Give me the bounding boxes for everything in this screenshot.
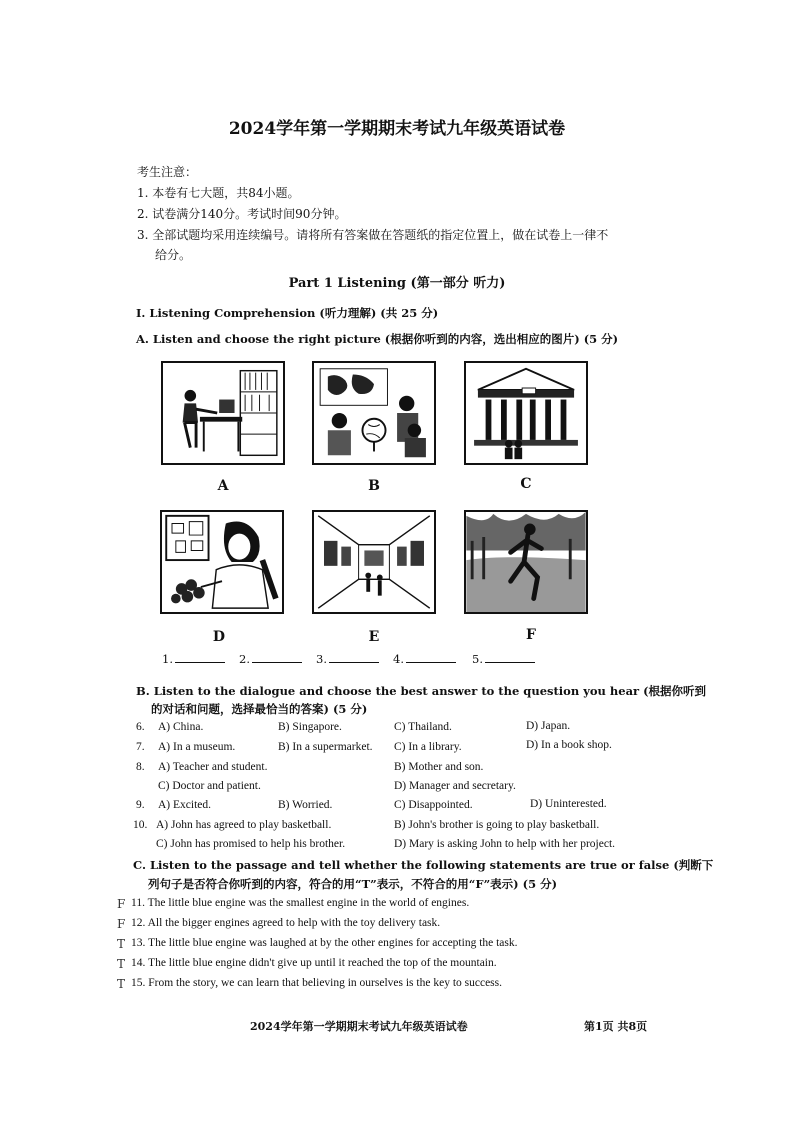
handwritten-mark: T xyxy=(117,957,126,971)
picture-C xyxy=(464,361,588,465)
answer-blank-3[interactable] xyxy=(316,652,379,666)
picture-B xyxy=(312,361,436,465)
picture-letter-C: C xyxy=(520,476,532,492)
statement-11: 11. The little blue engine was the smallest engine in the world of engines. xyxy=(131,897,470,909)
answer-blank-2[interactable] xyxy=(239,652,302,666)
option-d[interactable]: D) In a book shop. xyxy=(526,739,612,751)
part-heading: Part 1 Listening (第一部分 听力) xyxy=(288,276,506,291)
gallery-hall-icon xyxy=(314,512,434,612)
option-d[interactable]: D) Mary is asking John to help with her project. xyxy=(394,838,616,850)
question-number: 7. xyxy=(136,741,145,753)
page-number: 第1页 共8页 xyxy=(584,1020,648,1033)
option-a[interactable]: A) In a museum. xyxy=(158,741,236,753)
section-C-heading-cont: 列句子是否符合你听到的内容，符合的用“T”表示，不符合的用“F”表示) (5 分) xyxy=(148,877,558,891)
option-c[interactable]: C) Disappointed. xyxy=(394,799,473,811)
notice-heading: 考生注意： xyxy=(137,165,198,179)
museum-building-icon xyxy=(466,363,586,463)
exam-title: 2024学年第一学期期末考试九年级英语试卷 xyxy=(228,119,566,139)
option-a[interactable]: A) Excited. xyxy=(158,799,212,811)
section-C-heading: C. Listen to the passage and tell whether the following statements are true or false (判断下 xyxy=(133,858,714,872)
option-c[interactable]: C) John has promised to help his brother. xyxy=(156,838,346,850)
section-B-heading-cont: 的对话和问题，选择最恰当的答案) (5 分) xyxy=(151,702,368,716)
handwritten-mark: F xyxy=(117,897,126,911)
option-b[interactable]: B) Worried. xyxy=(278,799,333,811)
option-c[interactable]: C) Thailand. xyxy=(394,721,452,733)
notice-item-1: 1. 本卷有七大题，共84小题。 xyxy=(137,186,300,200)
option-c[interactable]: C) Doctor and patient. xyxy=(158,780,261,792)
notice-item-3-cont: 给分。 xyxy=(155,248,192,262)
runner-in-park-icon xyxy=(466,512,586,612)
option-b[interactable]: B) John's brother is going to play basketball. xyxy=(394,819,600,831)
answer-blank-5[interactable] xyxy=(472,652,535,666)
statement-12: 12. All the bigger engines agreed to help with the toy delivery task. xyxy=(131,917,441,929)
option-a[interactable]: A) Teacher and student. xyxy=(158,761,268,773)
picture-letter-D: D xyxy=(212,629,226,645)
option-b[interactable]: B) In a supermarket. xyxy=(278,741,373,753)
handwritten-mark: T xyxy=(117,937,126,951)
question-number: 10. xyxy=(133,819,148,831)
handwritten-mark: F xyxy=(117,917,126,931)
answer-blank-4[interactable] xyxy=(393,652,456,666)
question-number: 9. xyxy=(136,799,145,811)
option-b[interactable]: B) Singapore. xyxy=(278,721,342,733)
picture-letter-E: E xyxy=(368,629,380,645)
option-c[interactable]: C) In a library. xyxy=(394,741,462,753)
statement-14: 14. The little blue engine didn't give up until it reached the top of the mountain. xyxy=(131,957,497,969)
blank-number: 2. xyxy=(239,652,250,666)
question-number: 6. xyxy=(136,721,145,733)
notice-item-2: 2. 试卷满分140分。考试时间90分钟。 xyxy=(137,207,347,221)
blank-number: 4. xyxy=(393,652,404,666)
picture-letter-B: B xyxy=(368,478,380,494)
footer-title: 2024学年第一学期期末考试九年级英语试卷 xyxy=(250,1020,468,1033)
picture-letter-F: F xyxy=(526,627,536,643)
section-B-heading: B. Listen to the dialogue and choose the best answer to the question you hear (根据你听到 xyxy=(136,684,707,698)
section-I-heading: I. Listening Comprehension (听力理解) (共 25 分) xyxy=(136,306,439,320)
handwritten-mark: T xyxy=(117,977,126,991)
picture-D xyxy=(160,510,284,614)
option-a[interactable]: A) John has agreed to play basketball. xyxy=(156,819,332,831)
picture-E xyxy=(312,510,436,614)
option-d[interactable]: D) Manager and secretary. xyxy=(394,780,516,792)
section-A-heading: A. Listen and choose the right picture (根据你听到的内容，选出相应的图片) (5 分) xyxy=(136,332,619,346)
statement-13: 13. The little blue engine was laughed at by the other engines for accepting the task. xyxy=(131,937,518,949)
blank-number: 3. xyxy=(316,652,327,666)
statement-15: 15. From the story, we can learn that believing in ourselves is the key to success. xyxy=(131,977,502,989)
students-with-globe-icon xyxy=(314,363,434,463)
option-a[interactable]: A) China. xyxy=(158,721,204,733)
picture-A xyxy=(161,361,285,465)
option-d[interactable]: D) Uninterested. xyxy=(530,798,607,810)
blank-number: 1. xyxy=(162,652,173,666)
answer-blank-1[interactable] xyxy=(162,652,225,666)
person-at-computer-icon xyxy=(163,363,283,463)
option-d[interactable]: D) Japan. xyxy=(526,720,571,732)
picture-letter-A: A xyxy=(217,478,229,494)
girl-with-plant-icon xyxy=(162,512,282,612)
blank-number: 5. xyxy=(472,652,483,666)
question-number: 8. xyxy=(136,761,145,773)
picture-F xyxy=(464,510,588,614)
option-b[interactable]: B) Mother and son. xyxy=(394,761,484,773)
notice-item-3: 3. 全部试题均采用连续编号。请将所有答案做在答题纸的指定位置上，做在试卷上一律不 xyxy=(137,228,609,242)
